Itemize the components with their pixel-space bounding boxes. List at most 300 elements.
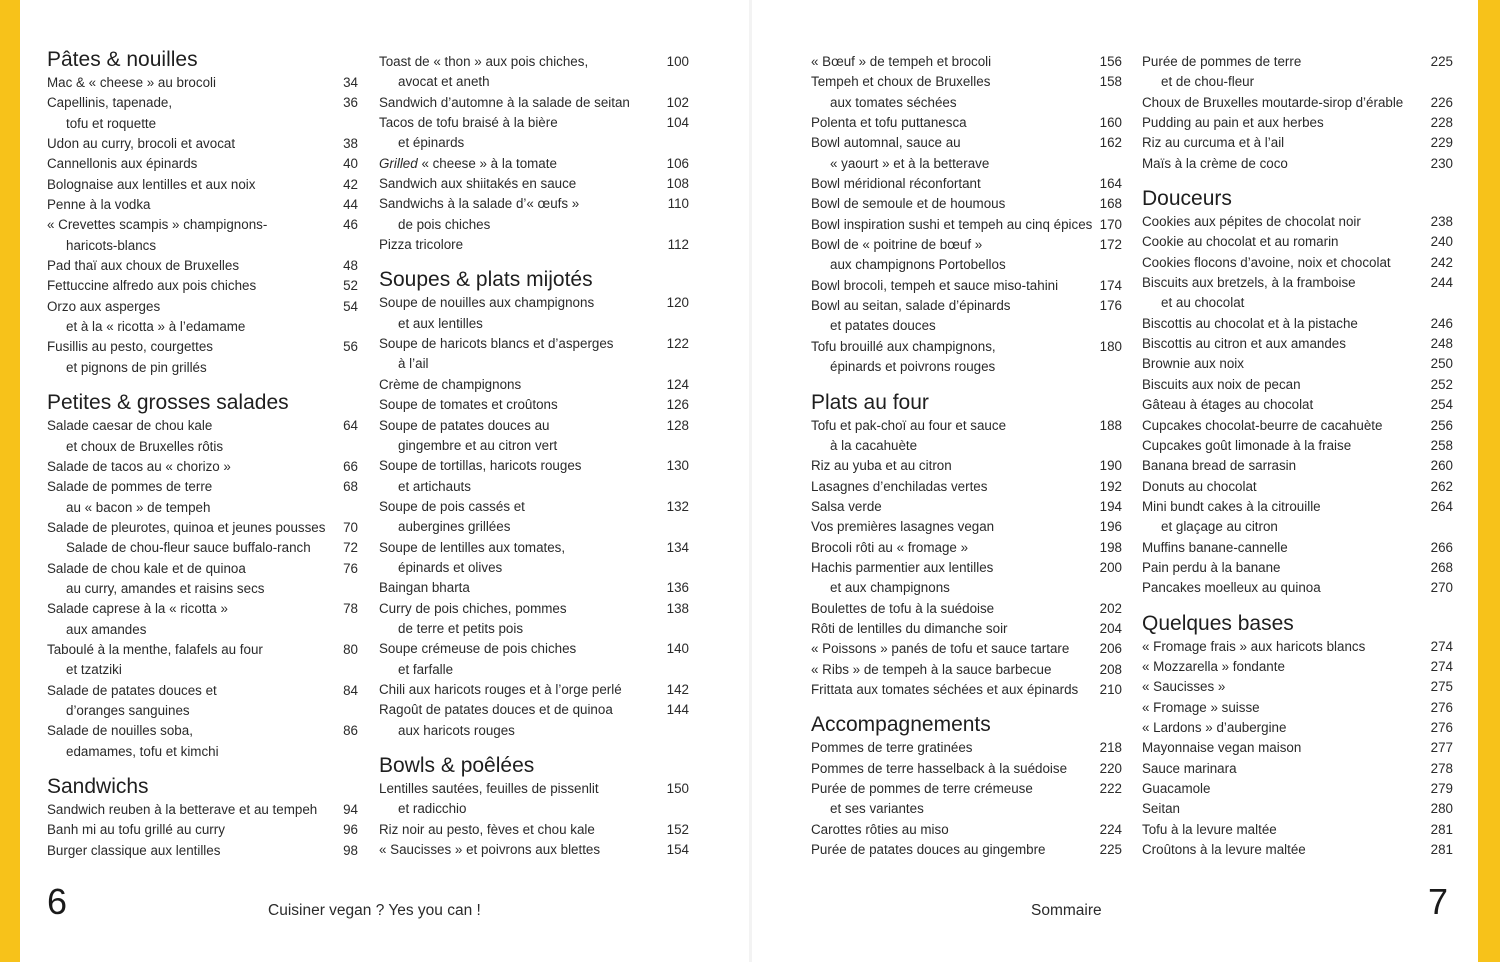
entry-title: Tofu à la levure maltée: [1142, 821, 1277, 837]
page-number: 238: [1430, 214, 1453, 230]
entry-title-continuation: épinards et poivrons rouges: [830, 359, 996, 375]
toc-entry: [1142, 558, 1453, 578]
toc-entry: [379, 779, 689, 820]
entry-title: Soupe de tomates et croûtons: [379, 397, 558, 413]
entry-title: Cookies aux pépites de chocolat noir: [1142, 214, 1361, 230]
entry-title-continuation: tofu et roquette: [66, 115, 157, 131]
entry-title-continuation: et épinards: [398, 135, 465, 151]
toc-entry: [1142, 698, 1453, 718]
entry-title: Soupe crémeuse de pois chiches: [379, 641, 577, 657]
entry-title: Mayonnaise vegan maison: [1142, 740, 1302, 756]
entry-title: Brocoli rôti au « fromage »: [811, 539, 969, 555]
left-yellow-edge: [0, 0, 20, 962]
entry-title-continuation: aubergines grillées: [398, 519, 511, 535]
page-number: 120: [666, 295, 689, 311]
page-number: 202: [1099, 600, 1122, 616]
page-number: 102: [666, 94, 689, 110]
toc-entry: [47, 721, 358, 762]
entry-title: Burger classique aux lentilles: [47, 842, 221, 858]
entry-title-continuation: de terre et petits pois: [398, 620, 524, 636]
entry-title-continuation: et radicchio: [398, 801, 467, 817]
page-number: 72: [343, 540, 358, 556]
entry-title: Udon au curry, brocoli et avocat: [47, 136, 236, 152]
page-number: 240: [1430, 234, 1453, 250]
toc-entry: [379, 293, 689, 334]
entry-title: Lentilles sautées, feuilles de pissenlit: [379, 781, 599, 796]
page-number: 168: [1099, 196, 1122, 212]
page-number: 158: [1099, 74, 1122, 90]
toc-entry: [47, 215, 358, 256]
entry-title-continuation: et glaçage au citron: [1161, 519, 1278, 535]
toc-entry: [1142, 314, 1453, 334]
toc-entry: [1142, 840, 1453, 860]
page-number: 266: [1430, 539, 1453, 555]
toc-entry: [379, 194, 689, 235]
toc-entry: [379, 416, 689, 457]
page-number: 276: [1430, 719, 1453, 735]
page-number: 38: [343, 136, 358, 152]
toc-entry: [379, 680, 689, 700]
toc-entry: [47, 820, 358, 840]
toc-entry: [811, 456, 1122, 476]
entry-title: Seitan: [1142, 801, 1180, 817]
page-number: 275: [1430, 679, 1453, 695]
toc-entry: [1142, 759, 1453, 779]
toc-entry: [811, 558, 1122, 599]
toc-entry: [811, 133, 1122, 174]
section-title: Bowls & poêlées: [379, 754, 535, 777]
toc-entry: [1142, 738, 1453, 758]
entry-title-continuation: à l’ail: [398, 356, 429, 372]
toc-entry: [1142, 354, 1453, 374]
entry-title: Biscottis au chocolat et à la pistache: [1142, 315, 1358, 331]
toc-section: [1142, 47, 1453, 174]
toc-entry: [811, 337, 1122, 378]
page-number: 140: [666, 641, 689, 657]
toc-entry: [811, 416, 1122, 457]
entry-title: Cupcakes goût limonade à la fraise: [1142, 437, 1352, 453]
entry-title: Salade de tacos au « chorizo »: [47, 458, 231, 474]
entry-title-continuation: à la cacahuète: [830, 437, 918, 453]
entry-title-continuation: haricots-blancs: [66, 237, 157, 253]
page-number: 134: [666, 539, 689, 555]
toc-entry: [1142, 334, 1453, 354]
toc-entry: [379, 174, 689, 194]
page-number: 277: [1430, 740, 1453, 756]
page-number: 106: [666, 155, 689, 171]
page-number: 86: [343, 723, 358, 739]
page-number: 198: [1099, 539, 1122, 555]
toc-entry: [1142, 677, 1453, 697]
entry-title: Croûtons à la levure maltée: [1142, 842, 1306, 858]
right-page-number: 7: [1428, 881, 1449, 922]
entry-title: Carottes rôties au miso: [811, 821, 949, 837]
page-number: 64: [343, 418, 358, 434]
entry-title: « Ribs » de tempeh à la sauce barbecue: [811, 661, 1052, 677]
entry-title: Cannellonis aux épinards: [47, 156, 198, 172]
page-number: 256: [1430, 417, 1453, 433]
toc-entry: [47, 416, 358, 457]
entry-title: Biscuits aux noix de pecan: [1142, 376, 1301, 392]
page-number: 112: [667, 237, 689, 253]
toc-entry: [811, 52, 1122, 72]
page-number: 136: [666, 580, 689, 596]
page-number: 46: [343, 217, 358, 233]
toc-entry: [47, 175, 358, 195]
entry-title: Tofu et pak-choï au four et sauce: [811, 417, 1007, 433]
page-number: 230: [1430, 155, 1453, 171]
entry-title: Capellinis, tapenade,: [47, 95, 173, 111]
toc-section: [379, 267, 689, 741]
toc-entry: [811, 840, 1122, 860]
section-title: Pâtes & nouilles: [47, 48, 198, 71]
toc-entry: [47, 256, 358, 276]
entry-title-continuation: au curry, amandes et raisins secs: [66, 580, 265, 596]
page-number: 54: [343, 298, 358, 314]
toc-entry: [811, 276, 1122, 296]
page-number: 156: [1099, 54, 1122, 69]
toc-entry: [1142, 456, 1453, 476]
toc-entry: [811, 215, 1122, 235]
toc-section: [811, 390, 1122, 701]
entry-title: Biscottis au citron et aux amandes: [1142, 336, 1346, 352]
entry-title-continuation: de pois chiches: [398, 216, 491, 232]
entry-title: Baingan bharta: [379, 580, 470, 596]
toc-entry: [1142, 416, 1453, 436]
toc-entry: [379, 456, 689, 497]
toc-entry: [47, 297, 358, 338]
section-title: Petites & grosses salades: [47, 391, 289, 415]
toc-entry: [811, 759, 1122, 779]
entry-title: Pommes de terre gratinées: [811, 740, 973, 756]
page-number: 124: [666, 376, 689, 392]
entry-title: Bowl brocoli, tempeh et sauce miso-tahini: [811, 277, 1059, 293]
entry-title-continuation: avocat et aneth: [398, 74, 490, 90]
page-number: 279: [1430, 781, 1453, 796]
entry-title: Sandwich reuben à la betterave et au tempeh: [47, 802, 318, 817]
page-number: 218: [1099, 740, 1122, 756]
entry-title: Bowl de « poitrine de bœuf »: [811, 237, 983, 253]
page-number: 196: [1099, 519, 1122, 535]
toc-section: [1142, 186, 1453, 599]
entry-title: Soupe de haricots blancs et d’asperges: [379, 336, 614, 352]
toc-entry: [47, 73, 358, 93]
toc-entry: [47, 800, 358, 820]
entry-title: Ragoût de patates douces et de quinoa: [379, 702, 613, 718]
toc-entry: [379, 599, 689, 640]
toc-entry: [1142, 232, 1453, 252]
toc-entry: [1142, 212, 1453, 232]
page-number: 274: [1430, 658, 1453, 674]
toc-entry: [379, 375, 689, 395]
entry-title: Purée de pommes de terre: [1142, 54, 1302, 69]
entry-title: Sandwich d’automne à la salade de seitan: [379, 94, 630, 110]
toc-entry: [1142, 133, 1453, 153]
toc-entry: [1142, 779, 1453, 799]
right-running-title: Sommaire: [1031, 902, 1102, 919]
page-number: 190: [1099, 458, 1122, 474]
entry-title: Tofu brouillé aux champignons,: [811, 338, 996, 354]
toc-entry: [1142, 253, 1453, 273]
page-number: 98: [343, 842, 358, 858]
toc-column-1: [47, 47, 358, 861]
page-number: 188: [1099, 417, 1122, 433]
entry-title-continuation: et tzatziki: [66, 662, 122, 678]
entry-title: Brownie aux noix: [1142, 356, 1244, 372]
page-number: 162: [1099, 135, 1122, 151]
toc-entry: [811, 174, 1122, 194]
toc-entry: [47, 841, 358, 861]
toc-entry: [47, 154, 358, 174]
page-number: 122: [666, 336, 689, 352]
entry-title-continuation: « yaourt » et à la betterave: [830, 155, 990, 171]
toc-entry: [811, 619, 1122, 639]
section-title: Douceurs: [1142, 187, 1232, 211]
toc-entry: [47, 538, 358, 558]
entry-title: Penne à la vodka: [47, 197, 151, 213]
entry-title: Soupe de lentilles aux tomates,: [379, 539, 566, 555]
page-number: 264: [1430, 498, 1453, 514]
right-yellow-edge: [1478, 0, 1500, 962]
toc-entry: [47, 559, 358, 600]
entry-title: Pizza tricolore: [379, 237, 464, 253]
toc-entry: [1142, 375, 1453, 395]
toc-column-3: [811, 47, 1122, 860]
page-number: 132: [666, 498, 689, 514]
entry-title: Cookie au chocolat et au romarin: [1142, 234, 1339, 250]
entry-title: Crème de champignons: [379, 376, 522, 392]
page-number: 36: [343, 95, 358, 111]
page-number: 150: [666, 781, 689, 796]
toc-entry: [811, 113, 1122, 133]
entry-title: Salade de pleurotes, quinoa et jeunes pousses: [47, 519, 326, 535]
page-number: 172: [1099, 237, 1122, 253]
toc-section: [811, 47, 1122, 378]
entry-title-continuation: et de chou-fleur: [1161, 74, 1255, 90]
section-title: Soupes & plats mijotés: [379, 268, 593, 292]
toc-entry: [811, 779, 1122, 820]
toc-entry: [1142, 154, 1453, 174]
page-number: 280: [1430, 801, 1453, 817]
toc-entry: [47, 518, 358, 538]
page-number: 268: [1430, 559, 1453, 575]
entry-title: « Saucisses » et poivrons aux blettes: [379, 842, 601, 858]
toc-entry: [47, 640, 358, 681]
page-number: 244: [1430, 275, 1453, 291]
entry-title: Purée de pommes de terre crémeuse: [811, 781, 1033, 796]
entry-title: Soupe de tortillas, haricots rouges: [379, 458, 582, 474]
entry-title: Salade de patates douces et: [47, 682, 217, 698]
entry-title-continuation: et choux de Bruxelles rôtis: [66, 438, 224, 454]
entry-title: Boulettes de tofu à la suédoise: [811, 600, 995, 616]
entry-title: Banh mi au tofu grillé au curry: [47, 822, 225, 838]
entry-title: Taboulé à la menthe, falafels au four: [47, 641, 263, 657]
entry-title: Bowl automnal, sauce au: [811, 135, 961, 151]
entry-title: Fettuccine alfredo aux pois chiches: [47, 278, 257, 294]
entry-title: « Crevettes scampis » champignons-: [47, 217, 268, 233]
toc-entry: [379, 497, 689, 538]
entry-title-continuation: aux amandes: [66, 621, 147, 637]
entry-title: Salade caesar de chou kale: [47, 418, 213, 434]
toc-column-2: [379, 47, 689, 860]
toc-entry: [379, 578, 689, 598]
toc-entry: [379, 154, 689, 174]
page-number: 66: [343, 458, 358, 474]
entry-title: « Mozzarella » fondante: [1142, 658, 1285, 674]
toc-entry: [379, 820, 689, 840]
entry-title: Sauce marinara: [1142, 760, 1237, 776]
page-number: 229: [1430, 135, 1453, 151]
entry-title-continuation: et à la « ricotta » à l’edamame: [66, 319, 246, 335]
entry-title-continuation: aux champignons Portobellos: [830, 257, 1006, 273]
toc-entry: [379, 840, 689, 860]
entry-title: Salsa verde: [811, 498, 882, 514]
toc-entry: [47, 276, 358, 296]
page-number: 94: [343, 802, 358, 817]
page-number: 225: [1099, 842, 1122, 858]
page-number: 174: [1099, 277, 1122, 293]
page-number: 278: [1430, 760, 1453, 776]
page-number: 142: [666, 681, 689, 697]
entry-title: Banana bread de sarrasin: [1142, 458, 1297, 474]
entry-title: Hachis parmentier aux lentilles: [811, 559, 994, 575]
entry-title: Sandwich aux shiitakés en sauce: [379, 176, 577, 192]
page-number: 260: [1430, 458, 1453, 474]
entry-title: Polenta et tofu puttanesca: [811, 115, 967, 131]
page-number: 276: [1430, 699, 1453, 715]
page-number: 242: [1430, 254, 1453, 270]
page-number: 96: [343, 822, 358, 838]
page-number: 160: [1099, 115, 1122, 131]
toc-section: [1142, 611, 1453, 861]
page-number: 84: [343, 682, 358, 698]
entry-title-continuation: et aux champignons: [830, 580, 950, 596]
entry-title: Toast de « thon » aux pois chiches,: [379, 54, 589, 69]
entry-title: Soupe de pois cassés et: [379, 498, 525, 514]
toc-entry: [47, 134, 358, 154]
toc-entry: [1142, 578, 1453, 598]
page-number: 164: [1099, 176, 1122, 192]
entry-title-continuation: et ses variantes: [830, 801, 924, 817]
toc-section: [47, 774, 358, 861]
entry-title: Riz noir au pesto, fèves et chou kale: [379, 821, 595, 837]
entry-title: « Fromage » suisse: [1142, 699, 1260, 715]
toc-entry: [811, 538, 1122, 558]
entry-title: Chili aux haricots rouges et à l’orge perlé: [379, 681, 622, 697]
toc-entry: [811, 477, 1122, 497]
toc-section: [47, 47, 358, 378]
entry-title-continuation: et artichauts: [398, 478, 471, 494]
entry-title-continuation: Salade de chou-fleur sauce buffalo-ranch: [66, 540, 311, 556]
entry-title: Bowl méridional réconfortant: [811, 176, 981, 192]
entry-title: Bowl inspiration sushi et tempeh au cinq épices: [811, 216, 1093, 232]
page-number: 224: [1099, 821, 1122, 837]
section-title: Quelques bases: [1142, 611, 1294, 635]
entry-title: Soupe de nouilles aux champignons: [379, 295, 595, 311]
toc-entry: [811, 599, 1122, 619]
toc-entry: [1142, 273, 1453, 314]
toc-section: [811, 712, 1122, 860]
page-number: 170: [1099, 216, 1122, 232]
toc-section: [379, 47, 689, 255]
toc-entry: [379, 52, 689, 93]
toc-entry: [379, 700, 689, 741]
entry-title: Salade de nouilles soba,: [47, 723, 193, 739]
page-number: 258: [1430, 437, 1453, 453]
entry-title: Sandwichs à la salade d’« œufs »: [379, 196, 580, 212]
page-number: 246: [1430, 315, 1453, 331]
entry-title-continuation: gingembre et au citron vert: [398, 437, 558, 453]
toc-entry: [47, 93, 358, 134]
entry-title: Cookies flocons d’avoine, noix et chocolat: [1142, 254, 1391, 270]
entry-title: Maïs à la crème de coco: [1142, 155, 1288, 171]
page-number: 270: [1430, 580, 1453, 596]
page-number: 228: [1430, 115, 1453, 131]
page-number: 176: [1099, 298, 1122, 314]
entry-title: Tempeh et choux de Bruxelles: [811, 74, 991, 90]
toc-entry: [1142, 113, 1453, 133]
page-number: 128: [666, 417, 689, 433]
section-title: Plats au four: [811, 390, 929, 414]
entry-title: « Lardons » d’aubergine: [1142, 719, 1287, 735]
page-number: 274: [1430, 638, 1453, 654]
page-number: 152: [666, 821, 689, 837]
toc-entry: [379, 113, 689, 154]
page-number: 252: [1430, 376, 1453, 392]
entry-title: Fusillis au pesto, courgettes: [47, 339, 213, 355]
toc-entry: [811, 296, 1122, 337]
page-number: 208: [1099, 661, 1122, 677]
toc-entry: [1142, 657, 1453, 677]
left-page-number: 6: [47, 881, 68, 922]
left-running-title: Cuisiner vegan ? Yes you can !: [268, 902, 481, 919]
toc-entry: [811, 72, 1122, 113]
page-number: 70: [343, 519, 358, 535]
page-number: 262: [1430, 478, 1453, 494]
toc-entry: [1142, 637, 1453, 657]
page-number: 225: [1430, 54, 1453, 69]
entry-title: Cupcakes chocolat-beurre de cacahuète: [1142, 417, 1383, 433]
entry-title-continuation: épinards et olives: [398, 559, 503, 575]
toc-entry: [811, 660, 1122, 680]
page-number: 206: [1099, 641, 1122, 657]
entry-title: Pudding au pain et aux herbes: [1142, 115, 1324, 131]
entry-title: Riz au curcuma et à l’ail: [1142, 135, 1285, 151]
entry-title: « Poissons » panés de tofu et sauce tartare: [811, 641, 1070, 657]
toc-entry: [811, 194, 1122, 214]
entry-title: Choux de Bruxelles moutarde-sirop d’érable: [1142, 94, 1404, 110]
page-number: 204: [1099, 620, 1122, 636]
toc-section: [47, 390, 358, 762]
entry-italic-prefix: Grilled: [379, 155, 418, 171]
entry-title: Vos premières lasagnes vegan: [811, 519, 995, 535]
page-number: 194: [1099, 498, 1122, 514]
toc-entry: [1142, 718, 1453, 738]
entry-title-text: « cheese » à la tomate: [421, 155, 557, 171]
toc-entry: [379, 538, 689, 579]
entry-title: Pommes de terre hasselback à la suédoise: [811, 760, 1068, 776]
toc-entry: [811, 517, 1122, 537]
toc-entry: [47, 457, 358, 477]
page-number: 192: [1099, 478, 1122, 494]
page-number: 78: [343, 601, 358, 617]
page-number: 40: [343, 156, 358, 172]
entry-title: Curry de pois chiches, pommes: [379, 600, 567, 616]
page-number: 180: [1099, 338, 1122, 354]
toc-entry: [47, 599, 358, 640]
toc-entry: [47, 337, 358, 378]
page-number: 248: [1430, 336, 1453, 352]
